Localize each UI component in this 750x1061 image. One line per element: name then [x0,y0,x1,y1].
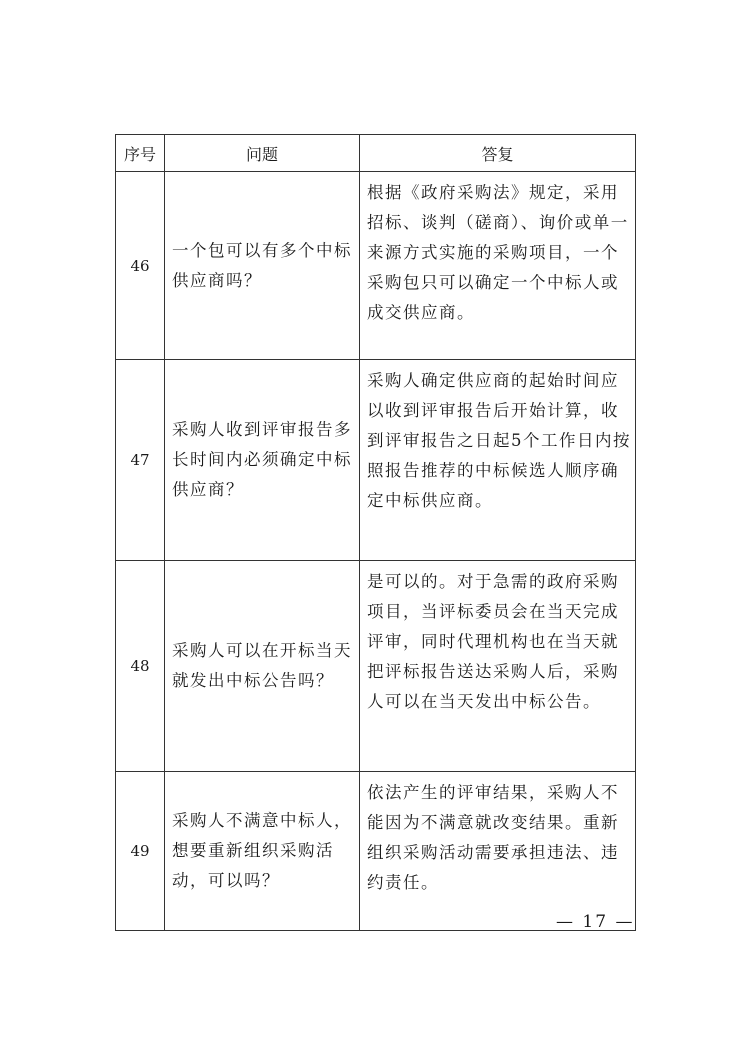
question-cell: 采购人可以在开标当天就发出中标公告吗？ [165,561,360,772]
row-number: 49 [116,772,165,931]
question-cell: 采购人收到评审报告多长时间内必须确定中标供应商？ [165,360,360,561]
header-answer: 答复 [360,135,636,172]
page-number: — 17 — [556,912,635,932]
header-question: 问题 [165,135,360,172]
table-row [116,772,636,931]
question-cell: 采购人不满意中标人，想要重新组织采购活动，可以吗？ [165,772,360,931]
row-number: 48 [116,561,165,772]
answer-cell: 依法产生的评审结果，采购人不能因为不满意就改变结果。重新组织采购活动需要承担违法、违约责任。 [360,772,636,931]
question-cell: 一个包可以有多个中标供应商吗？ [165,172,360,360]
header-serial-number: 序号 [116,135,165,172]
row-number: 47 [116,360,165,561]
qa-table [115,134,636,931]
table-row [116,172,636,360]
row-number: 46 [116,172,165,360]
table-row [116,561,636,772]
table-header-row [116,135,636,172]
table-row [116,360,636,561]
answer-cell: 根据《政府采购法》规定，采用招标、谈判（磋商）、询价或单一来源方式实施的采购项目，一个采购包只可以确定一个中标人或成交供应商。 [360,172,636,360]
answer-cell: 是可以的。对于急需的政府采购项目，当评标委员会在当天完成评审，同时代理机构也在当天就把评标报告送达采购人后，采购人可以在当天发出中标公告。 [360,561,636,772]
answer-cell: 采购人确定供应商的起始时间应以收到评审报告后开始计算，收到评审报告之日起5个工作日内按照报告推荐的中标候选人顺序确定中标供应商。 [360,360,636,561]
